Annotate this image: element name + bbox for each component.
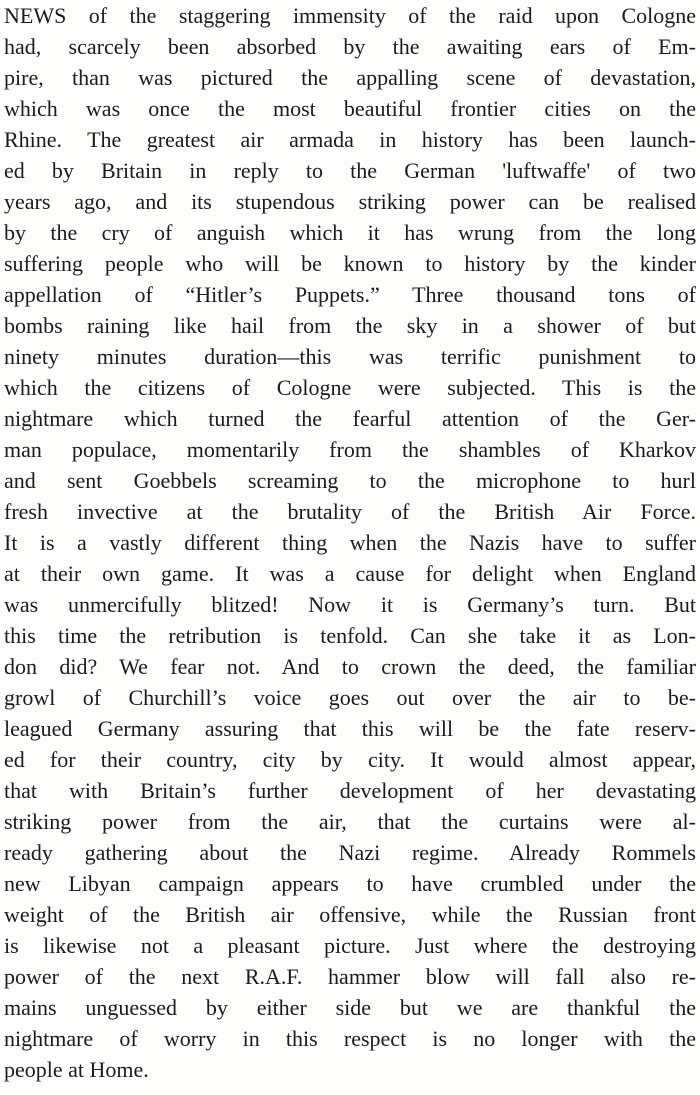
article-line: man populace, momentarily from the shambles of Kharkov xyxy=(4,437,696,462)
article-line: this time the retribution is tenfold. Can she take it as Lon- xyxy=(4,623,696,648)
article-line: appellation of “Hitler’s Puppets.” Three thousand tons of xyxy=(4,282,696,307)
article-line: years ago, and its stupendous striking power can be realised xyxy=(4,189,696,214)
article-line: weight of the British air offensive, while the Russian front xyxy=(4,902,696,927)
article-line: that with Britain’s further development of her devastating xyxy=(4,778,696,803)
article-line: power of the next R.A.F. hammer blow will fall also re- xyxy=(4,964,696,989)
article-line: ninety minutes duration—this was terrific punishment to xyxy=(4,344,696,369)
article-line: mains unguessed by either side but we are thankful the xyxy=(4,995,696,1020)
article-line: leagued Germany assuring that this will be the fate reserv- xyxy=(4,716,696,741)
article-line: new Libyan campaign appears to have crumbled under the xyxy=(4,871,696,896)
article-line: ready gathering about the Nazi regime. Already Rommels xyxy=(4,840,696,865)
article-line: pire, than was pictured the appalling scene of devastation, xyxy=(4,65,696,90)
article-line: nightmare which turned the fearful attention of the Ger- xyxy=(4,406,696,431)
article-line: at their own game. It was a cause for delight when England xyxy=(4,561,696,586)
article-line: which was once the most beautiful frontier cities on the xyxy=(4,96,696,121)
article-line: by the cry of anguish which it has wrung from the long xyxy=(4,220,696,245)
article-line: had, scarcely been absorbed by the awaiting ears of Em- xyxy=(4,34,696,59)
article-line: suffering people who will be known to history by the kinder xyxy=(4,251,696,276)
article-line: don did? We fear not. And to crown the deed, the familiar xyxy=(4,654,696,679)
article-line: people at Home. xyxy=(4,1057,149,1082)
article-line: NEWS of the staggering immensity of the raid upon Cologne xyxy=(4,3,696,28)
article-line: was unmercifully blitzed! Now it is Germany’s turn. But xyxy=(4,592,696,617)
article-line: Rhine. The greatest air armada in history has been launch- xyxy=(4,127,696,152)
article-line: It is a vastly different thing when the Nazis have to suffer xyxy=(4,530,696,555)
article-line: striking power from the air, that the curtains were al- xyxy=(4,809,696,834)
article-line: fresh invective at the brutality of the British Air Force. xyxy=(4,499,696,524)
article-line: ed for their country, city by city. It would almost appear, xyxy=(4,747,696,772)
article-line: which the citizens of Cologne were subjected. This is the xyxy=(4,375,696,400)
article-line: is likewise not a pleasant picture. Just where the destroying xyxy=(4,933,696,958)
article-line: growl of Churchill’s voice goes out over the air to be- xyxy=(4,685,696,710)
article-line: nightmare of worry in this respect is no longer with the xyxy=(4,1026,696,1051)
article-line: ed by Britain in reply to the German 'luftwaffe' of two xyxy=(4,158,696,183)
article-line: bombs raining like hail from the sky in a shower of but xyxy=(4,313,696,338)
article-line: and sent Goebbels screaming to the microphone to hurl xyxy=(4,468,696,493)
